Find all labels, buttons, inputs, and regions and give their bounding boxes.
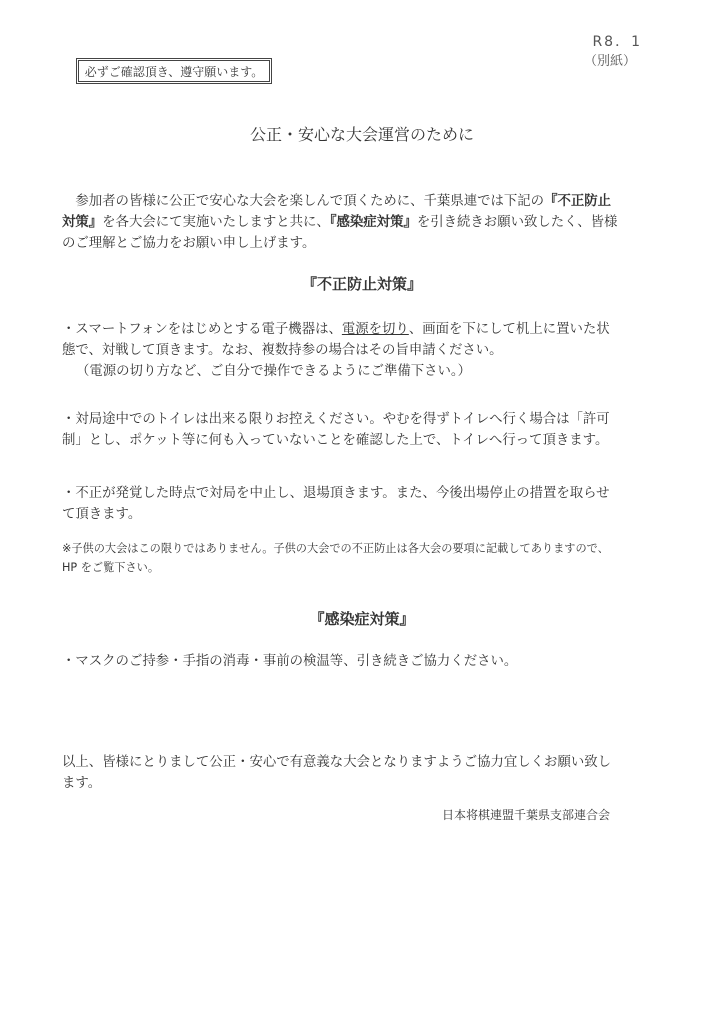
intro-text-2: を各大会にて実施いたしますと共に、 [102,215,330,230]
closing-paragraph: 以上、皆様にとりまして公正・安心で有意義な大会となりますようご協力宜しくお願い致します。 [62,755,612,791]
signature: 日本将棋連盟千葉県支部連合会 [441,808,610,822]
intro-text-1: 参加者の皆様に公正で安心な大会を楽しんで頂くために、千葉県連では下記の [62,194,545,209]
fraud-item-1-text-a: ・スマートフォンをはじめとする電子機器は、 [62,322,342,337]
intro-infection-ref: 『感染症対策』 [329,215,417,230]
notice-box [76,58,272,84]
intro-paragraph [62,191,622,254]
fraud-heading: 『不正防止対策』 [301,275,422,293]
fraud-item-2: ・対局途中でのトイレは出来る限りお控えください。やむを得ずトイレへ行く場合は「許可制」とし、ポケット等に何も入っていないことを確認した上で、トイレへ行って頂きます。 [62,412,610,448]
attachment-label: （別紙） [583,54,636,69]
fraud-item-1-note: （電源の切り方など、ご自分で操作できるようにご準備下さい。） [76,364,472,379]
document-date: R8．1 [592,34,642,50]
infection-item-1: ・マスクのご持参・手指の消毒・事前の検温等、引き続きご協力ください。 [62,654,518,669]
infection-heading: 『感染症対策』 [309,610,415,628]
fraud-item-3: ・不正が発覚した時点で対局を中止し、退場頂きます。また、今後出場停止の措置を取らせて頂きます。 [62,486,610,522]
page-title: 公正・安心な大会運営のために [249,125,474,144]
notice-text: 必ずご確認頂き、遵守願います。 [84,64,264,79]
fraud-item-1-power-off: 電源を切り [341,322,409,337]
fraud-note: ※子供の大会はこの限りではありません。子供の大会での不正防止は各大会の要項に記載してありますので、HP をご覧下さい。 [62,542,609,574]
intro-text-3: を引き続きお願い致したく、皆様のご理解とご協力をお願い申し上げます。 [62,215,618,251]
fraud-item-1 [62,319,622,382]
fraud-item-1-text-b: 、画面を下にして机上に置いた状態で、対戦して頂きます。なお、複数持参の場合はその旨申請ください。 [62,322,610,358]
intro-fraud-ref: 『不正防止対策』 [62,194,612,230]
